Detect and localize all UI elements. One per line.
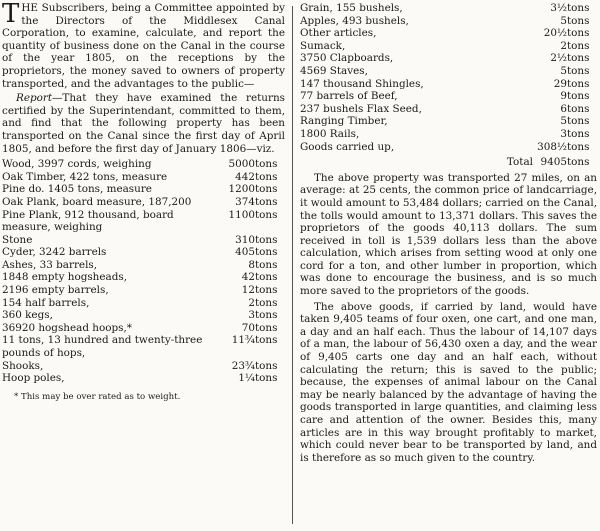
goods-row — [2, 284, 285, 297]
goods-unit: tons — [255, 246, 278, 259]
goods-quantity: 9 — [560, 90, 567, 103]
right-goods-table — [300, 2, 597, 169]
goods-unit: tons — [567, 77, 590, 90]
goods-unit: tons — [255, 321, 278, 334]
goods-quantity: 5 — [560, 115, 567, 128]
report-label: Report — [16, 92, 53, 105]
goods-quantity: 8 — [248, 258, 255, 271]
goods-row — [2, 334, 285, 359]
left-goods-table — [2, 158, 285, 385]
column-divider — [292, 6, 293, 524]
goods-quantity: 310 — [235, 233, 255, 246]
goods-row — [300, 78, 597, 91]
goods-row — [2, 309, 285, 322]
goods-label: Pine Plank, 912 thousand, board measure, weighing — [2, 208, 174, 234]
goods-label: Apples, 493 bushels, — [300, 14, 409, 27]
goods-label: Ashes, 33 barrels, — [2, 258, 98, 271]
goods-label: 147 thousand Shingles, — [300, 77, 424, 90]
goods-unit: tons — [255, 183, 278, 196]
goods-quantity: 42 — [241, 271, 255, 284]
goods-quantity: 1¼ — [238, 372, 255, 385]
goods-quantity: 2 — [248, 296, 255, 309]
footnote: * This may be over rated as to weight. — [14, 391, 181, 402]
goods-unit: tons — [255, 208, 278, 221]
report-text: —That they have examined the returns certified by the Superintendant, committed to them, and find that the following property has been transported on the Canal since the first day of April 1805, and before the first day of January 1806—viz. — [2, 92, 285, 155]
goods-label: Other articles, — [300, 27, 377, 40]
goods-label: Wood, 3997 cords, weighing — [2, 158, 152, 171]
goods-label: Stone — [2, 233, 33, 246]
goods-label: Oak Plank, board measure, 187,200 — [2, 195, 192, 208]
goods-unit: tons — [567, 140, 590, 153]
goods-unit: tons — [567, 90, 590, 103]
goods-unit: tons — [255, 334, 278, 347]
goods-unit: tons — [567, 2, 590, 14]
total-qty: 9405 — [540, 156, 567, 169]
goods-label: Hoop poles, — [2, 372, 65, 385]
goods-row — [300, 52, 597, 65]
goods-row — [300, 141, 597, 154]
goods-unit: tons — [255, 271, 278, 284]
goods-quantity: 2 — [560, 39, 567, 52]
goods-quantity: 11¾ — [231, 334, 255, 347]
report-paragraph — [2, 92, 285, 155]
goods-label: 3750 Clapboards, — [300, 52, 394, 65]
goods-row — [2, 360, 285, 373]
goods-row — [2, 322, 285, 335]
goods-unit: tons — [255, 284, 278, 297]
goods-row — [2, 372, 285, 385]
goods-row — [2, 196, 285, 209]
intro-paragraph — [2, 2, 285, 90]
right-column — [300, 2, 597, 464]
goods-label: Sumack, — [300, 39, 346, 52]
goods-unit: tons — [567, 52, 590, 65]
goods-label: Grain, 155 bushels, — [300, 2, 403, 14]
goods-label: 1800 Rails, — [300, 127, 360, 140]
goods-row — [300, 40, 597, 53]
goods-row — [2, 171, 285, 184]
goods-unit: tons — [255, 170, 278, 183]
goods-unit: tons — [567, 102, 590, 115]
goods-quantity: 29 — [553, 77, 567, 90]
goods-quantity: 374 — [235, 195, 255, 208]
goods-quantity: 5 — [560, 14, 567, 27]
goods-unit: tons — [255, 158, 278, 171]
goods-unit: tons — [567, 115, 590, 128]
goods-label: Goods carried up, — [300, 140, 395, 153]
goods-row — [300, 90, 597, 103]
goods-label: 11 tons, 13 hundred and twenty-three pounds of hops, — [2, 334, 203, 360]
goods-row — [2, 158, 285, 171]
goods-unit: tons — [567, 127, 590, 140]
intro-text: HE Subscribers, being a Committee appointed by the Directors of the Middlesex Canal Corporation, to examine, calculate, and report the quantity of business done on the Canal in the course of the year 1805, on the receptions by the proprietors, the money saved to owners of property transported, and the advantages to the public— — [2, 2, 285, 90]
goods-unit: tons — [255, 258, 278, 271]
goods-label: 1848 empty hogsheads, — [2, 271, 128, 284]
goods-row — [2, 209, 285, 234]
goods-quantity: 6 — [560, 102, 567, 115]
goods-label: 4569 Staves, — [300, 64, 368, 77]
goods-unit: tons — [567, 27, 590, 40]
goods-label: Cyder, 3242 barrels — [2, 246, 107, 259]
goods-unit: tons — [567, 39, 590, 52]
paragraph-labour: The above goods, if carried by land, would have taken 9,405 teams of four oxen, one cart, and one man, a day and an half each. Thus the labour of 14,107 days of a man, the labour of 56,430 oxen a day, and the wear of 9,405 carts one day and an half each, without calculating the return; this is saved to the public; because, the expenses of animal labour on the Canal may be nearly balanced by the advantage of having the goods transported in large quantities, and claiming less care and attention of the owner. Besides this, many articles are in this way brought profitably to market, which could never bear to be transported by land, and is therefore as so much given to the country. — [300, 300, 597, 464]
goods-quantity: 1100 — [228, 208, 255, 221]
goods-row — [2, 234, 285, 247]
goods-row — [300, 27, 597, 40]
goods-row — [2, 259, 285, 272]
goods-quantity: 1200 — [228, 183, 255, 196]
goods-label: 237 bushels Flax Seed, — [300, 102, 422, 115]
goods-quantity: 5000 — [228, 158, 255, 171]
goods-row — [2, 183, 285, 196]
goods-quantity: 2½ — [550, 52, 567, 65]
goods-row — [2, 271, 285, 284]
goods-unit: tons — [255, 296, 278, 309]
goods-unit: tons — [255, 195, 278, 208]
goods-label: 360 kegs, — [2, 309, 53, 322]
goods-unit: tons — [255, 309, 278, 322]
goods-unit: tons — [567, 14, 590, 27]
goods-label: Ranging Timber, — [300, 115, 388, 128]
goods-quantity: 405 — [235, 246, 255, 259]
paragraph-cost: The above property was transported 27 miles, on an average: at 25 cents, the common price of landcarriage, it would amount to 53,484 dollars; carried on the Canal, the tolls would amount to 13,371 dollars. This saves the proprietors of the goods 40,113 dollars. The sum received in toll is 1,539 dollars less than the above calculation, which arises from setting wood at only one cord for a ton, and other lumber in proportion, which was done to encourage the business, and is so much more saved to the proprietors of the goods. — [300, 171, 597, 298]
left-column — [2, 2, 285, 403]
goods-row — [300, 103, 597, 116]
goods-row — [300, 2, 597, 15]
goods-row — [300, 65, 597, 78]
goods-row — [300, 115, 597, 128]
goods-label: Shooks, — [2, 359, 44, 372]
total-label: Total — [506, 156, 533, 169]
goods-quantity: 3 — [248, 309, 255, 322]
goods-row — [2, 246, 285, 259]
goods-row — [300, 15, 597, 28]
goods-quantity: 23¾ — [231, 359, 255, 372]
goods-quantity: 70 — [241, 321, 255, 334]
goods-quantity: 442 — [235, 170, 255, 183]
goods-label: 2196 empty barrels, — [2, 284, 109, 297]
goods-label: 36920 hogshead hoops,* — [2, 321, 132, 334]
total-unit: tons — [567, 156, 590, 169]
goods-quantity: 308½ — [537, 140, 567, 153]
goods-unit: tons — [255, 233, 278, 246]
goods-unit: tons — [567, 64, 590, 77]
goods-label: Pine do. 1405 tons, measure — [2, 183, 152, 196]
goods-row — [2, 297, 285, 310]
goods-label: 77 barrels of Beef, — [300, 90, 398, 103]
goods-label: 154 half barrels, — [2, 296, 90, 309]
total-row — [300, 153, 597, 169]
goods-quantity: 12 — [241, 284, 255, 297]
goods-quantity: 3½ — [550, 2, 567, 14]
goods-label: Oak Timber, 422 tons, measure — [2, 170, 168, 183]
drop-cap: T — [2, 0, 20, 29]
goods-quantity: 20½ — [543, 27, 567, 40]
goods-unit: tons — [255, 372, 278, 385]
goods-unit: tons — [255, 359, 278, 372]
goods-row — [300, 128, 597, 141]
goods-quantity: 3 — [560, 127, 567, 140]
goods-quantity: 5 — [560, 64, 567, 77]
